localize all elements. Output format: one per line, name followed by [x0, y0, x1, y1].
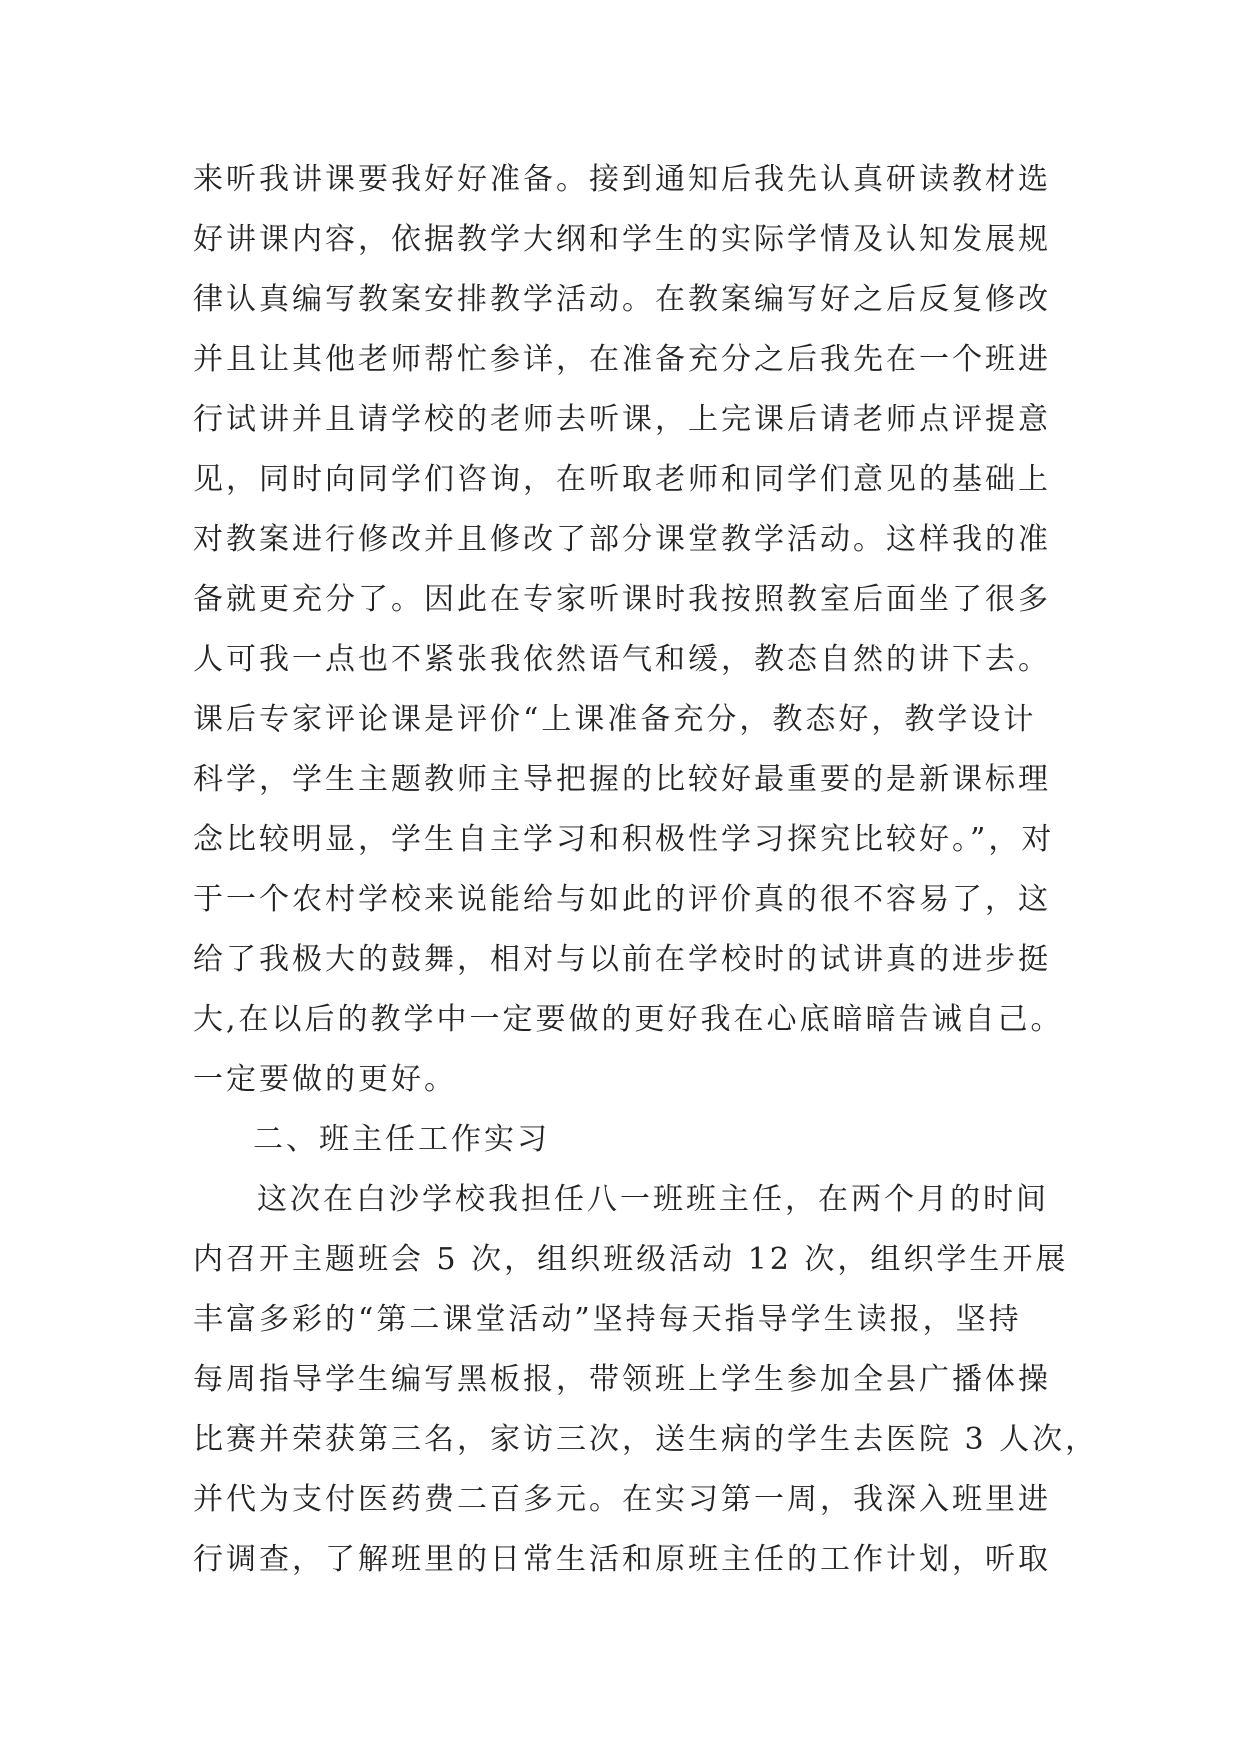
text-line: 人可我一点也不紧张我依然语气和缓，教态自然的讲下去。 — [193, 642, 1051, 677]
text-line: 备就更充分了。因此在专家听课时我按照教室后面坐了很多 — [193, 582, 1051, 617]
text-line: 对教案进行修改并且修改了部分课堂教学活动。这样我的准 — [193, 522, 1051, 557]
text-line: 给了我极大的鼓舞，相对与以前在学校时的试讲真的进步挺 — [193, 942, 1051, 977]
text-line: 一定要做的更好。 — [193, 1062, 457, 1097]
text-line: 大,在以后的教学中一定要做的更好我在心底暗暗告诫自己。 — [193, 1002, 1064, 1037]
text-line: 丰富多彩的“第二课堂活动”坚持每天指导学生读报，坚持 — [193, 1302, 1022, 1337]
text-line: 好讲课内容，依据教学大纲和学生的实际学情及认知发展规 — [193, 222, 1051, 257]
text-line: 来听我讲课要我好好准备。接到通知后我先认真研读教材选 — [193, 162, 1051, 197]
text-line: 科学，学生主题教师主导把握的比较好最重要的是新课标理 — [193, 762, 1051, 797]
text-line: 于一个农村学校来说能给与如此的评价真的很不容易了，这 — [193, 882, 1051, 917]
text-line: 课后专家评论课是评价“上课准备充分，教态好，教学设计 — [193, 702, 1037, 737]
paragraph-first-line: 这次在白沙学校我担任八一班班主任，在两个月的时间 — [257, 1182, 1049, 1217]
text-line: 念比较明显，学生自主学习和积极性学习探究比较好。”，对 — [193, 822, 1055, 857]
text-line: 比赛并荣获第三名，家访三次，送生病的学生去医院 3 人次， — [193, 1422, 1099, 1457]
text-line: 行调查，了解班里的日常生活和原班主任的工作计划，听取 — [193, 1542, 1051, 1577]
text-line: 律认真编写教案安排教学活动。在教案编写好之后反复修改 — [193, 282, 1051, 317]
text-line: 行试讲并且请学校的老师去听课，上完课后请老师点评提意 — [193, 402, 1051, 437]
text-line: 并且让其他老师帮忙参详，在准备充分之后我先在一个班进 — [193, 342, 1051, 377]
text-line: 并代为支付医药费二百多元。在实习第一周，我深入班里进 — [193, 1482, 1051, 1517]
document-body — [193, 150, 1099, 1590]
section-heading: 二、班主任工作实习 — [253, 1122, 550, 1157]
text-line: 每周指导学生编写黑板报，带领班上学生参加全县广播体操 — [193, 1362, 1051, 1397]
text-line: 内召开主题班会 5 次，组织班级活动 12 次，组织学生开展 — [193, 1242, 1069, 1277]
text-line: 见，同时向同学们咨询，在听取老师和同学们意见的基础上 — [193, 462, 1051, 497]
